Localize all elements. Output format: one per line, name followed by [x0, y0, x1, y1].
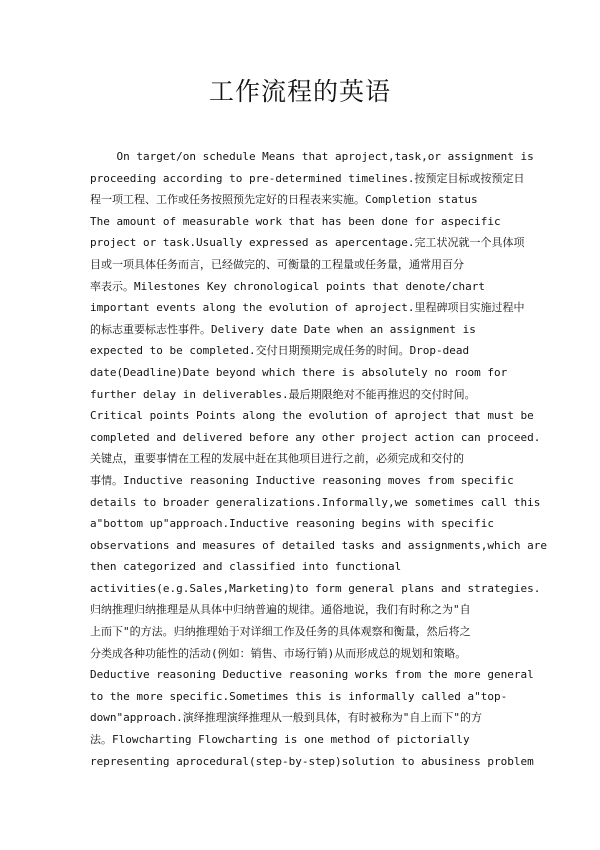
text-line: activities(e.g.Sales,Marketing)to form general plans and strategies. [90, 581, 541, 595]
text-line: Deductive reasoning Deductive reasoning works from the more general [90, 668, 534, 682]
text-line: 目或一项具体任务而言，已经做完的、可衡量的工程量或任务量，通常用百分 [90, 257, 464, 271]
text-line: down"approach.演绎推理演绎推理从一般到具体，有时被称为"自上而下"的方 [90, 711, 482, 725]
text-line: 率表示。Milestones Key chronological points that denote/chart [90, 279, 485, 293]
text-line: 上而下"的方法。归纳推理始于对详细工作及任务的具体观察和衡量，然后将之 [90, 625, 471, 639]
text-line: 程一项工程、工作或任务按照预先定好的日程表来实施。Completion status [90, 193, 478, 207]
text-line: completed and delivered before any other project action can proceed. [90, 430, 541, 444]
text-line: project or task.Usually expressed as apercentage.完工状况就一个具体项 [90, 236, 525, 250]
text-line: expected to be completed.交付日期预期完成任务的时间。Drop-dead [90, 344, 470, 358]
text-line: important events along the evolution of aproject.里程碑项目实施过程中 [90, 301, 525, 315]
text-line: 分类成各种功能性的活动(例如：销售、市场行销)从而形成总的规划和策略。 [90, 646, 467, 660]
text-line: observations and measures of detailed tasks and assignments,which are [90, 538, 547, 552]
text-line: 关键点，重要事情在工程的发展中赶在其他项目进行之前，必须完成和交付的 [90, 452, 464, 466]
page-title: 工作流程的英语 [208, 77, 391, 106]
text-line: 事情。Inductive reasoning Inductive reasoning moves from specific [90, 473, 514, 487]
text-line: On target/on schedule Means that aproject,task,or assignment is [90, 150, 534, 163]
text-line: to the more specific.Sometimes this is informally called a"top- [90, 689, 508, 703]
text-line: Critical points Points along the evolution of aproject that must be [90, 409, 534, 423]
text-line: date(Deadline)Date beyond which there is absolutely no room for [90, 365, 508, 379]
text-line: 的标志重要标志性事件。Delivery date Date when an assignment is [90, 322, 476, 336]
text-line: 法。Flowcharting Flowcharting is one method of pictorially [90, 733, 470, 747]
text-line: The amount of measurable work that has been done for aspecific [90, 214, 501, 228]
text-line: a"bottom up"approach.Inductive reasoning begins with specific [90, 517, 494, 531]
text-line: then categorized and classified into functional [90, 560, 402, 574]
text-line: proceeding according to pre-determined timelines.按预定目标或按预定日 [90, 171, 525, 185]
text-line: representing aprocedural(step-by-step)solution to abusiness problem [90, 754, 534, 768]
text-line: further delay in deliverables.最后期限绝对不能再推迟的交付时间。 [90, 387, 476, 401]
text-line: 归纳推理归纳推理是从具体中归纳普遍的规律。通俗地说，我们有时称之为"自 [90, 603, 471, 617]
text-line: details to broader generalizations.Informally,we sometimes call this [90, 495, 541, 509]
body-text [90, 146, 547, 772]
